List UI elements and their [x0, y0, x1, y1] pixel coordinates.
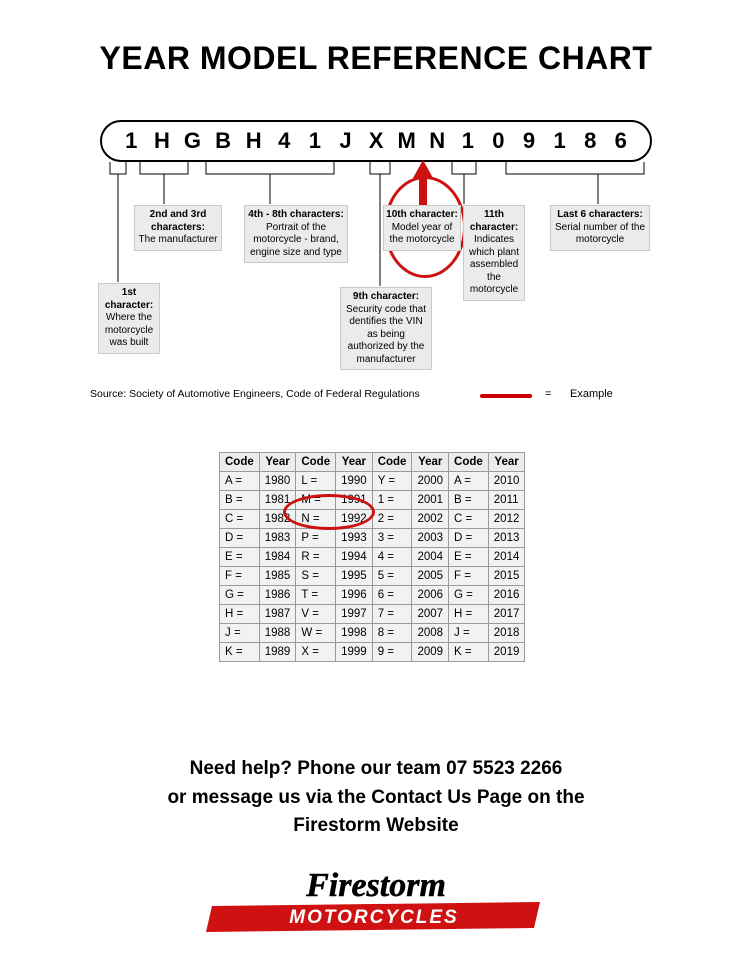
cell-year: 2005 — [412, 567, 449, 586]
example-equals: = — [545, 388, 552, 400]
callout-tenth-character — [383, 205, 461, 251]
cell-code: 1 = — [372, 491, 412, 510]
cell-year: 1997 — [336, 605, 373, 624]
callout-last-six-characters — [550, 205, 650, 251]
callout-second-third-character — [134, 205, 222, 251]
cell-code: 6 = — [372, 586, 412, 605]
cell-code: N = — [296, 510, 336, 529]
contact-line-3: Firestorm Website — [293, 815, 459, 836]
column-header: Year — [336, 453, 373, 472]
callout-eleventh-head: 11th character: — [469, 209, 519, 233]
cell-code: X = — [296, 643, 336, 662]
cell-year: 1984 — [259, 548, 296, 567]
cell-code: D = — [449, 529, 489, 548]
table-row — [220, 605, 525, 624]
cell-year: 1980 — [259, 472, 296, 491]
vin-char: 1 — [125, 128, 138, 153]
cell-code: J = — [449, 624, 489, 643]
vin-char: 1 — [461, 128, 474, 153]
column-header: Code — [372, 453, 412, 472]
callout-fourth-eighth-body: Portrait of the motorcycle - brand, engine size and type — [250, 221, 342, 258]
cell-code: A = — [220, 472, 260, 491]
cell-year: 1987 — [259, 605, 296, 624]
source-note: Source: Society of Automotive Engineers, Code of Federal Regulations — [90, 388, 420, 400]
contact-message — [0, 755, 752, 841]
cell-year: 1996 — [336, 586, 373, 605]
table-row — [220, 586, 525, 605]
vin-char: H — [153, 128, 170, 153]
vin-char: H — [245, 128, 262, 153]
cell-code: 3 = — [372, 529, 412, 548]
cell-year: 1986 — [259, 586, 296, 605]
cell-year: 1991 — [336, 491, 373, 510]
cell-year: 2012 — [488, 510, 525, 529]
callout-fourth-eighth-character — [244, 205, 348, 263]
vin-char: 1 — [553, 128, 566, 153]
cell-code: V = — [296, 605, 336, 624]
cell-year: 2003 — [412, 529, 449, 548]
cell-code: 7 = — [372, 605, 412, 624]
column-header: Year — [412, 453, 449, 472]
column-header: Code — [449, 453, 489, 472]
callout-tenth-body: Model year of the motorcycle — [389, 221, 455, 245]
table-row — [220, 472, 525, 491]
callout-second-third-head: 2nd and 3rd characters: — [149, 209, 207, 233]
cell-code: 9 = — [372, 643, 412, 662]
vin-char: 8 — [584, 128, 597, 153]
cell-year: 2016 — [488, 586, 525, 605]
cell-year: 2011 — [488, 491, 525, 510]
vin-char: 1 — [308, 128, 321, 153]
column-header: Code — [220, 453, 260, 472]
table-row — [220, 529, 525, 548]
cell-code: Y = — [372, 472, 412, 491]
callout-fourth-eighth-head: 4th - 8th characters: — [248, 209, 344, 220]
cell-year: 2015 — [488, 567, 525, 586]
callout-ninth-character — [340, 287, 432, 370]
cell-code: C = — [449, 510, 489, 529]
table-header-row — [220, 453, 525, 472]
table-row — [220, 624, 525, 643]
page-title: YEAR MODEL REFERENCE CHART — [99, 40, 653, 76]
cell-code: A = — [449, 472, 489, 491]
cell-year: 1995 — [336, 567, 373, 586]
cell-code: L = — [296, 472, 336, 491]
callout-tenth-head: 10th character: — [386, 209, 458, 220]
cell-year: 2002 — [412, 510, 449, 529]
year-code-table — [219, 452, 525, 662]
cell-code: W = — [296, 624, 336, 643]
cell-code: B = — [220, 491, 260, 510]
firestorm-logo — [196, 862, 556, 934]
column-header: Year — [488, 453, 525, 472]
cell-code: E = — [449, 548, 489, 567]
cell-year: 2013 — [488, 529, 525, 548]
cell-year: 2000 — [412, 472, 449, 491]
cell-code: B = — [449, 491, 489, 510]
cell-code: J = — [220, 624, 260, 643]
cell-year: 1988 — [259, 624, 296, 643]
cell-code: F = — [449, 567, 489, 586]
cell-code: C = — [220, 510, 260, 529]
table-row — [220, 643, 525, 662]
cell-code: R = — [296, 548, 336, 567]
cell-year: 1982 — [259, 510, 296, 529]
cell-year: 2009 — [412, 643, 449, 662]
cell-code: F = — [220, 567, 260, 586]
cell-year: 2006 — [412, 586, 449, 605]
cell-year: 1983 — [259, 529, 296, 548]
callout-eleventh-body: Indicates which plant assembled the motorcycle — [468, 234, 520, 295]
cell-code: 5 = — [372, 567, 412, 586]
cell-year: 1981 — [259, 491, 296, 510]
cell-code: K = — [449, 643, 489, 662]
logo-subtitle-text: MOTORCYCLES — [289, 907, 459, 928]
callout-last-six-body: Serial number of the motorcycle — [554, 221, 646, 245]
vin-char: X — [368, 128, 384, 153]
callout-eleventh-character — [463, 205, 525, 301]
callout-second-third-body: The manufacturer — [138, 234, 218, 245]
cell-year: 2010 — [488, 472, 525, 491]
callout-first-character-head: 1st character: — [104, 287, 154, 311]
table-row — [220, 548, 525, 567]
example-legend-label: Example — [570, 388, 613, 400]
cell-year: 2004 — [412, 548, 449, 567]
cell-code: 2 = — [372, 510, 412, 529]
vin-char: 6 — [614, 128, 627, 153]
vin-char: J — [339, 128, 352, 153]
cell-code: 8 = — [372, 624, 412, 643]
cell-code: H = — [220, 605, 260, 624]
cell-year: 1993 — [336, 529, 373, 548]
contact-line-1: Need help? Phone our team 07 5523 2266 — [189, 758, 563, 779]
cell-year: 2014 — [488, 548, 525, 567]
column-header: Code — [296, 453, 336, 472]
cell-code: M = — [296, 491, 336, 510]
vin-char: N — [429, 128, 446, 153]
vin-char: M — [397, 128, 416, 153]
cell-year: 1990 — [336, 472, 373, 491]
cell-year: 2017 — [488, 605, 525, 624]
cell-code: G = — [449, 586, 489, 605]
cell-year: 1992 — [336, 510, 373, 529]
table-row — [220, 567, 525, 586]
vin-char: 0 — [492, 128, 505, 153]
vin-display — [100, 120, 652, 162]
cell-year: 1998 — [336, 624, 373, 643]
cell-year: 2019 — [488, 643, 525, 662]
cell-code: T = — [296, 586, 336, 605]
cell-year: 1999 — [336, 643, 373, 662]
cell-code: E = — [220, 548, 260, 567]
cell-code: G = — [220, 586, 260, 605]
cell-code: D = — [220, 529, 260, 548]
callout-first-character — [98, 283, 160, 354]
callout-first-character-body: Where the motorcycle was built — [104, 312, 154, 348]
vin-char: G — [183, 128, 202, 153]
example-swatch — [480, 394, 532, 398]
highlight-ellipse-m-1991 — [283, 494, 375, 530]
callout-last-six-head: Last 6 characters: — [557, 209, 643, 220]
cell-code: 4 = — [372, 548, 412, 567]
callout-ninth-body: Security code that dentifies the VIN as being authorized by the manufacturer — [345, 303, 427, 365]
callout-ninth-head: 9th character: — [352, 291, 420, 302]
cell-code: K = — [220, 643, 260, 662]
cell-code: S = — [296, 567, 336, 586]
logo-brand-text: Firestorm — [306, 867, 446, 904]
contact-line-2: or message us via the Contact Us Page on the — [167, 786, 585, 808]
cell-code: H = — [449, 605, 489, 624]
cell-year: 1994 — [336, 548, 373, 567]
vin-char: 9 — [522, 128, 536, 153]
cell-year: 2007 — [412, 605, 449, 624]
cell-year: 2001 — [412, 491, 449, 510]
cell-year: 2008 — [412, 624, 449, 643]
vin-char: B — [215, 128, 232, 153]
cell-year: 1985 — [259, 567, 296, 586]
column-header: Year — [259, 453, 296, 472]
cell-year: 2018 — [488, 624, 525, 643]
cell-code: P = — [296, 529, 336, 548]
vin-char: 4 — [278, 128, 291, 153]
cell-year: 1989 — [259, 643, 296, 662]
